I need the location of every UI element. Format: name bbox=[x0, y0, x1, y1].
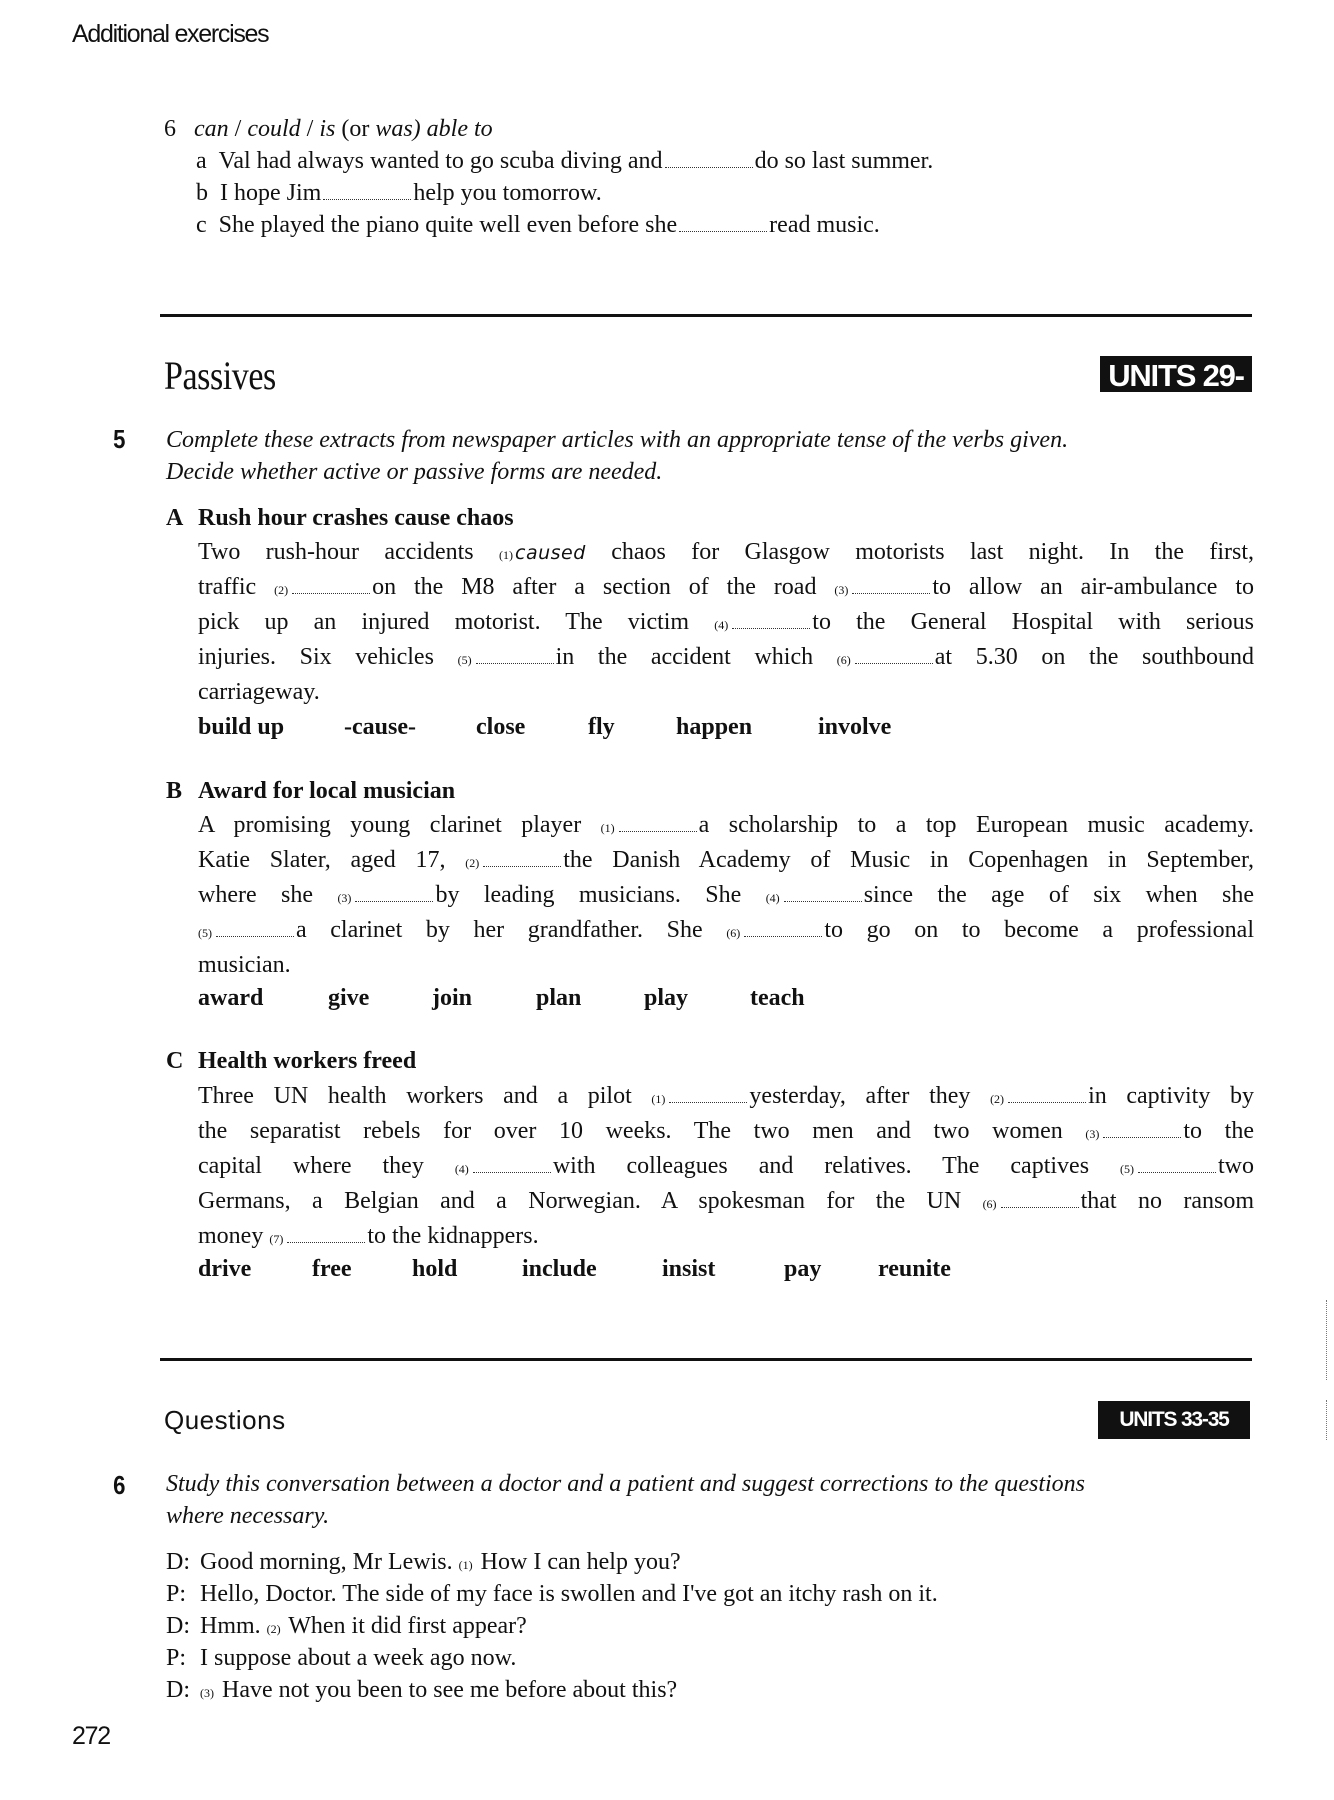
part-c-text: Three UN health workers and a pilot (1) yesterday, after they (2) in captivity by the separatist rebels for over 10 weeks. The two men and two women (3) to the capital where they (4) with colleagues and relatives. The captives (5) two Germans, a Belgian and a Norwegian. A spokesman for the UN (6) that no ransom money (7) to the kidnappers. bbox=[198, 1083, 1255, 1249]
answer-blank[interactable] bbox=[1103, 1121, 1181, 1138]
exercise-number-6: 6 bbox=[113, 1470, 126, 1500]
section-divider bbox=[160, 314, 1252, 317]
scan-mark bbox=[1326, 1300, 1329, 1380]
answer-blank[interactable] bbox=[292, 577, 370, 594]
answer-blank[interactable] bbox=[323, 183, 411, 200]
word-item: insist bbox=[662, 1256, 716, 1282]
part-b-text: A promising young clarinet player (1) a scholarship to a top European music academy. Katie Slater, aged 17, (2) the Danish Academy of Music in Copenhagen in September, where she (3) by leading musicians. She (4) since the age of six when she (5) a clarinet by her grandfather. She (6) to go on to become a professional musician. bbox=[198, 812, 1255, 978]
word-item: build up bbox=[198, 714, 285, 740]
answer-blank[interactable] bbox=[855, 647, 933, 664]
units-badge-questions: UNITS 33-35 bbox=[1098, 1401, 1250, 1439]
page-number: 272 bbox=[72, 1722, 110, 1750]
word-item: free bbox=[312, 1256, 352, 1282]
part-a-word-box bbox=[198, 714, 891, 741]
word-item: hold bbox=[412, 1256, 458, 1282]
exercise-number-5: 5 bbox=[113, 424, 126, 454]
word-item: -cause- bbox=[344, 714, 416, 740]
part-b-word-box bbox=[198, 985, 805, 1012]
dialogue-line: D: Hmm. (2) When it did first appear? bbox=[166, 1613, 527, 1639]
part-c-title: C Health workers freed bbox=[166, 1048, 417, 1074]
answer-blank[interactable] bbox=[665, 151, 753, 168]
modals-item-c: c She played the piano quite well even before she read music. bbox=[196, 212, 880, 238]
answer-blank[interactable] bbox=[852, 577, 930, 594]
answer-blank[interactable] bbox=[473, 1156, 551, 1173]
answer-blank[interactable] bbox=[287, 1226, 365, 1243]
answer-blank[interactable] bbox=[744, 920, 822, 937]
dialogue-line: P: Hello, Doctor. The side of my face is swollen and I've got an itchy rash on it. bbox=[166, 1581, 938, 1607]
word-item: drive bbox=[198, 1256, 252, 1282]
word-item: pay bbox=[784, 1256, 822, 1282]
answer-blank[interactable] bbox=[619, 815, 697, 832]
dialogue-line: D: Good morning, Mr Lewis. (1) How I can help you? bbox=[166, 1549, 681, 1575]
word-item: join bbox=[432, 985, 473, 1011]
word-item: involve bbox=[818, 714, 892, 740]
section-title-passives: Passives bbox=[164, 353, 276, 398]
section-divider bbox=[160, 1358, 1252, 1361]
answer-blank[interactable] bbox=[784, 885, 862, 902]
modals-item-a: a Val had always wanted to go scuba diving and do so last summer. bbox=[196, 148, 934, 174]
exercise-6-instruction: Study this conversation between a doctor and a patient and suggest corrections to the questions where necessary. bbox=[166, 1471, 1085, 1529]
dialogue-line: D: (3) Have not you been to see me before about this? bbox=[166, 1677, 678, 1703]
answer-blank[interactable] bbox=[216, 920, 294, 937]
word-item: play bbox=[644, 985, 689, 1011]
scan-mark bbox=[1326, 1400, 1329, 1440]
handwritten-answer: caused bbox=[515, 542, 586, 564]
part-a-title: A Rush hour crashes cause chaos bbox=[166, 505, 514, 531]
part-a-text: Two rush-hour accidents (1) caused chaos for Glasgow motorists last night. In the first, traffic (2) on the M8 after a section of the road (3) to allow an air-ambulance to pick up an injured motorist. The victim (4) to the General Hospital with serious injuries. Six vehicles (5) in the accident which (6) at 5.30 on the southbound carriageway. bbox=[198, 539, 1255, 705]
word-item: award bbox=[198, 985, 264, 1011]
section-title-questions: Questions bbox=[164, 1405, 286, 1435]
modals-number: 6 bbox=[164, 116, 176, 142]
part-c-word-box bbox=[198, 1256, 951, 1283]
word-item: include bbox=[522, 1256, 597, 1282]
word-item: give bbox=[328, 985, 370, 1011]
exercise-5-instruction: Complete these extracts from newspaper articles with an appropriate tense of the verbs given. Decide whether active or passive forms are needed. bbox=[166, 427, 1069, 485]
answer-blank[interactable] bbox=[669, 1086, 747, 1103]
answer-blank[interactable] bbox=[476, 647, 554, 664]
word-item: plan bbox=[536, 985, 582, 1011]
part-b-title: B Award for local musician bbox=[166, 778, 456, 804]
word-item: happen bbox=[676, 714, 753, 740]
answer-blank[interactable] bbox=[1001, 1191, 1079, 1208]
answer-blank[interactable] bbox=[1008, 1086, 1086, 1103]
word-item: teach bbox=[750, 985, 805, 1011]
units-badge-passives: UNITS 29-32 bbox=[1100, 356, 1252, 392]
answer-blank[interactable] bbox=[483, 850, 561, 867]
dialogue-line: P: I suppose about a week ago now. bbox=[166, 1645, 517, 1671]
modals-item-b: b I hope Jim help you tomorrow. bbox=[196, 180, 602, 206]
word-item: close bbox=[476, 714, 526, 740]
word-item: fly bbox=[588, 714, 615, 740]
answer-blank[interactable] bbox=[732, 612, 810, 629]
answer-blank[interactable] bbox=[679, 215, 767, 232]
word-item: reunite bbox=[878, 1256, 951, 1282]
modals-prompt: 6 can / could / is (or was) able to bbox=[164, 116, 493, 142]
answer-blank[interactable] bbox=[1138, 1156, 1216, 1173]
answer-blank[interactable] bbox=[355, 885, 433, 902]
running-head: Additional exercises bbox=[72, 20, 269, 48]
